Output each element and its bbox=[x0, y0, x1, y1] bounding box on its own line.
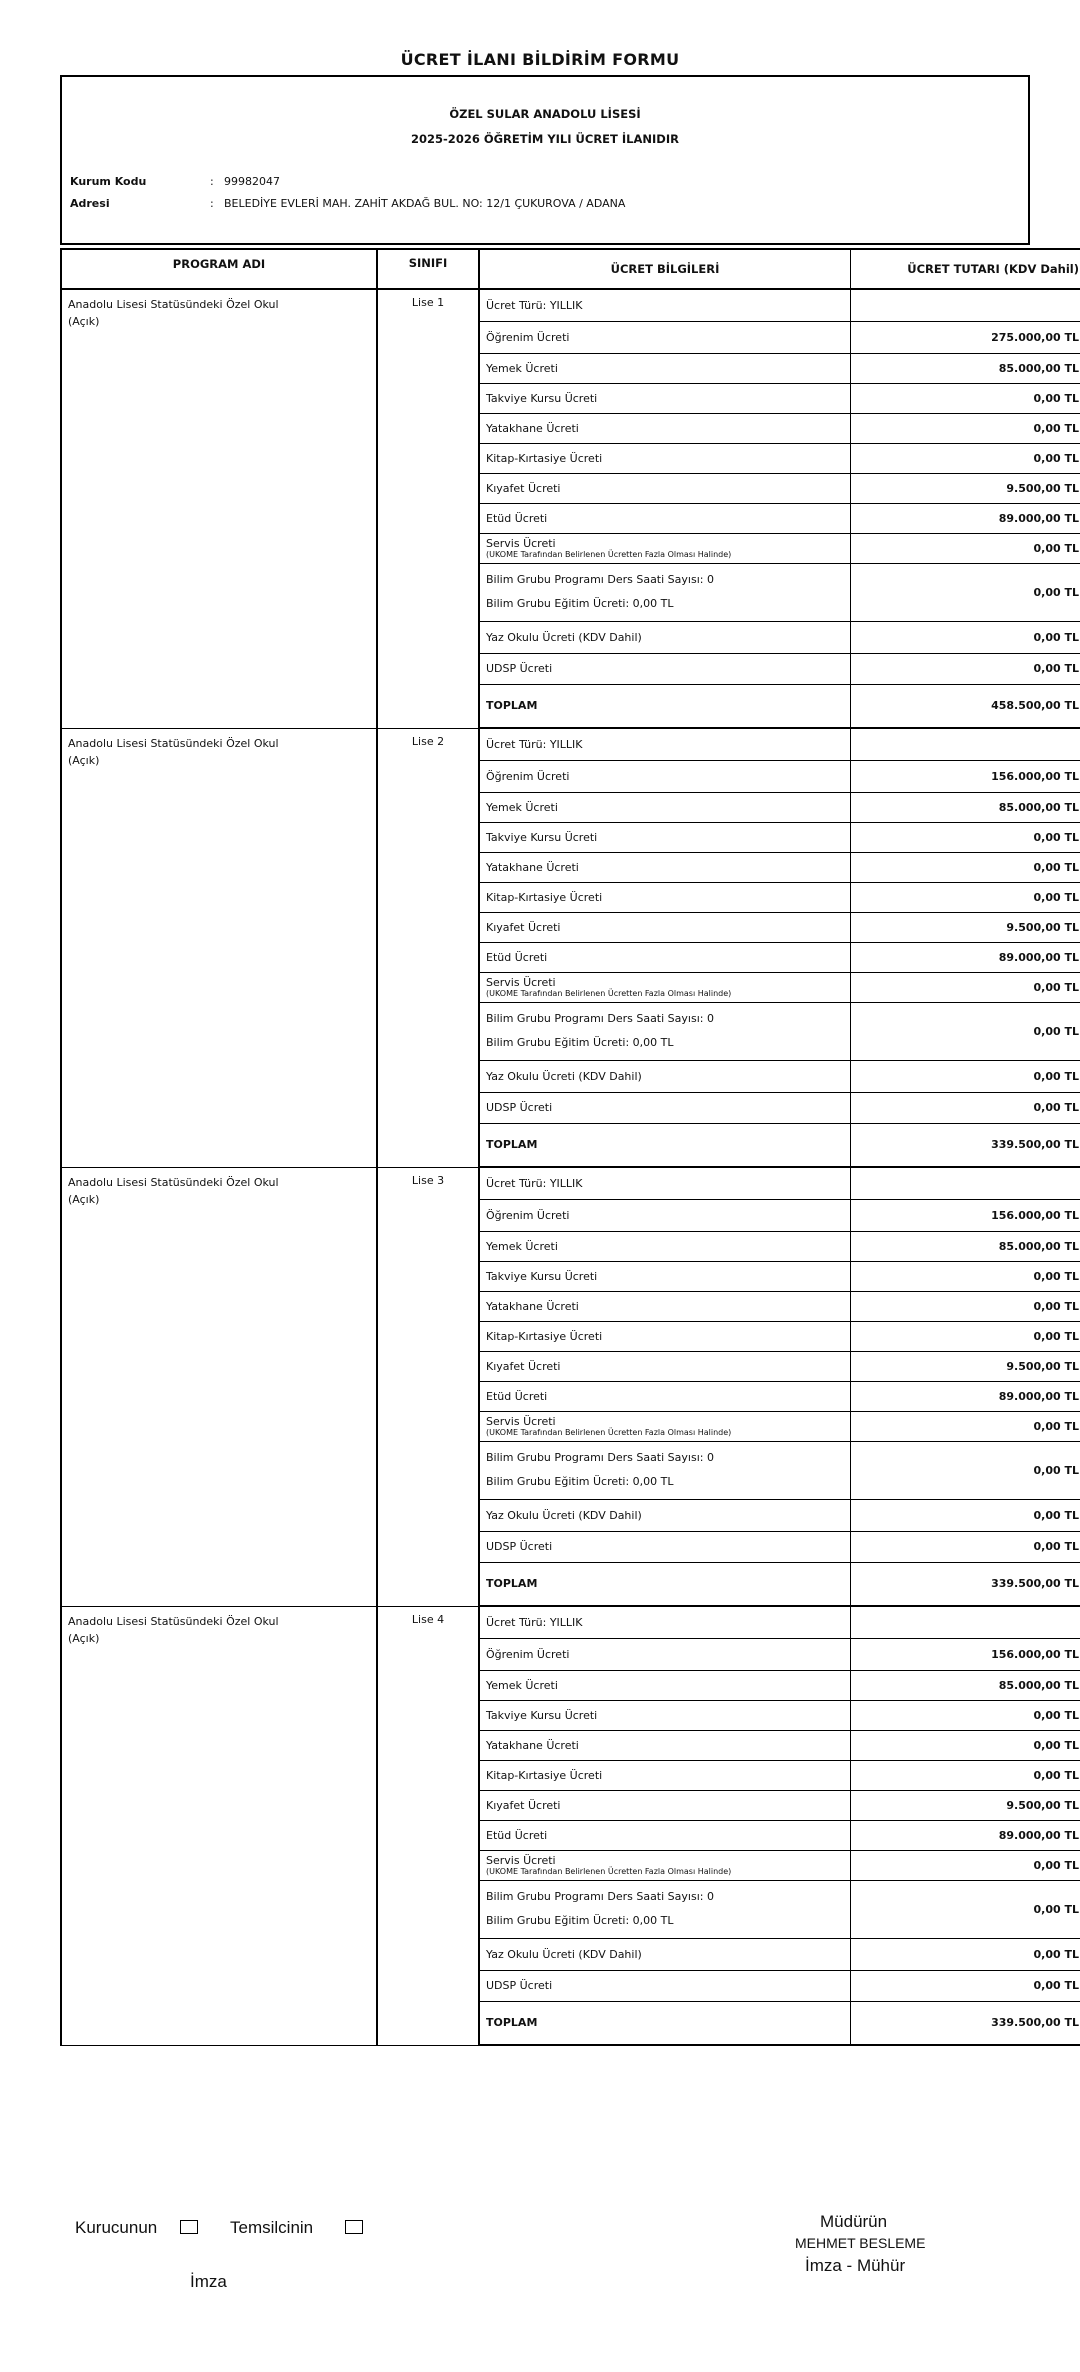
udsp-cell: UDSP Ücreti bbox=[479, 1092, 851, 1123]
fee-label-cell: Yatakhane Ücreti bbox=[479, 413, 851, 443]
fee-label-cell: Yemek Ücreti bbox=[479, 1670, 851, 1700]
fee-amount-cell: 0,00 TL bbox=[851, 413, 1080, 443]
science-hours: Bilim Grubu Programı Ders Saati Sayısı: 0 bbox=[486, 573, 714, 586]
total-amount: 339.500,00 TL bbox=[851, 1562, 1080, 1606]
fee-amount-cell: 85.000,00 TL bbox=[851, 1231, 1080, 1261]
total-amount: 339.500,00 TL bbox=[851, 2001, 1080, 2045]
form-title: ÜCRET İLANI BİLDİRİM FORMU bbox=[400, 50, 680, 69]
fee-label-cell: Kitap-Kırtasiye Ücreti bbox=[479, 882, 851, 912]
fee-label-cell: Takviye Kursu Ücreti bbox=[479, 1700, 851, 1730]
fee-amount-cell: 0,00 TL bbox=[851, 533, 1080, 563]
fee-label-cell: Yemek Ücreti bbox=[479, 1231, 851, 1261]
fee-label-cell: Yatakhane Ücreti bbox=[479, 1291, 851, 1321]
fee-amount-cell: 0,00 TL bbox=[851, 1291, 1080, 1321]
fee-label-cell: Öğrenim Ücreti bbox=[479, 1199, 851, 1231]
fee-label-cell: Kitap-Kırtasiye Ücreti bbox=[479, 1321, 851, 1351]
signature-footer bbox=[0, 2200, 1080, 2350]
service-fee-label: Servis Ücreti bbox=[486, 1414, 556, 1428]
fee-amount-cell: 0,00 TL bbox=[851, 1092, 1080, 1123]
service-fee-cell bbox=[479, 533, 851, 563]
program-note: (Açık) bbox=[68, 1192, 100, 1206]
program-cell bbox=[61, 728, 377, 1167]
representative-label: Temsilcinin bbox=[230, 2218, 314, 2237]
fee-amount-cell: 0,00 TL bbox=[851, 1760, 1080, 1790]
udsp-cell: UDSP Ücreti bbox=[479, 1970, 851, 2001]
fee-amount-cell: 0,00 TL bbox=[851, 563, 1080, 621]
fee-amount-cell: 275.000,00 TL bbox=[851, 321, 1080, 353]
fee-amount-cell bbox=[851, 1167, 1080, 1199]
fee-amount-cell: 156.000,00 TL bbox=[851, 1199, 1080, 1231]
program-cell bbox=[61, 1606, 377, 2045]
fee-amount-cell: 0,00 TL bbox=[851, 1970, 1080, 2001]
program-note: (Açık) bbox=[68, 753, 100, 767]
fee-amount-cell: 85.000,00 TL bbox=[851, 353, 1080, 383]
header-program: PROGRAM ADI bbox=[61, 249, 377, 289]
service-fee-note: (UKOME Tarafından Belirlenen Ücretten Fazla Olması Halinde) bbox=[486, 1866, 732, 1876]
service-fee-note: (UKOME Tarafından Belirlenen Ücretten Fazla Olması Halinde) bbox=[486, 549, 732, 559]
fee-table bbox=[60, 248, 1080, 2046]
program-cell bbox=[61, 289, 377, 728]
founder-label: Kurucunun bbox=[75, 2218, 158, 2237]
fee-amount-cell: 0,00 TL bbox=[851, 1499, 1080, 1531]
summer-school-cell: Yaz Okulu Ücreti (KDV Dahil) bbox=[479, 1499, 851, 1531]
fee-amount-cell: 89.000,00 TL bbox=[851, 942, 1080, 972]
program-name: Anadolu Lisesi Statüsündeki Özel Okul bbox=[68, 1614, 279, 1628]
fee-label-cell: Kıyafet Ücreti bbox=[479, 1351, 851, 1381]
science-fee: Bilim Grubu Eğitim Ücreti: 0,00 TL bbox=[486, 597, 674, 610]
fee-amount-cell: 9.500,00 TL bbox=[851, 473, 1080, 503]
institution-code-label: Kurum Kodu bbox=[70, 175, 147, 188]
fee-amount-cell: 0,00 TL bbox=[851, 1002, 1080, 1060]
fee-label-cell: Kitap-Kırtasiye Ücreti bbox=[479, 443, 851, 473]
fee-label-cell: Kıyafet Ücreti bbox=[479, 912, 851, 942]
fee-amount-cell: 156.000,00 TL bbox=[851, 760, 1080, 792]
fee-label-cell: Takviye Kursu Ücreti bbox=[479, 1261, 851, 1291]
fee-amount-cell: 0,00 TL bbox=[851, 1060, 1080, 1092]
institution-code-value: 99982047 bbox=[224, 175, 280, 188]
science-fee: Bilim Grubu Eğitim Ücreti: 0,00 TL bbox=[486, 1914, 674, 1927]
science-program-cell bbox=[479, 1441, 851, 1499]
fee-amount-cell bbox=[851, 728, 1080, 760]
fee-amount-cell: 0,00 TL bbox=[851, 882, 1080, 912]
institution-code-row bbox=[70, 175, 280, 188]
fee-type-cell: Ücret Türü: YILLIK bbox=[479, 728, 851, 760]
fee-amount-cell: 0,00 TL bbox=[851, 621, 1080, 653]
total-label: TOPLAM bbox=[479, 1123, 851, 1167]
science-fee: Bilim Grubu Eğitim Ücreti: 0,00 TL bbox=[486, 1036, 674, 1049]
fee-amount-cell: 0,00 TL bbox=[851, 383, 1080, 413]
service-fee-cell bbox=[479, 972, 851, 1002]
address-label: Adresi bbox=[70, 197, 110, 210]
program-cell bbox=[61, 1167, 377, 1606]
fee-label-cell: Kıyafet Ücreti bbox=[479, 1790, 851, 1820]
service-fee-cell bbox=[479, 1411, 851, 1441]
year-line: 2025-2026 ÖĞRETİM YILI ÜCRET İLANIDIR bbox=[411, 132, 679, 146]
table-row bbox=[61, 1167, 1080, 1199]
representative-checkbox[interactable] bbox=[345, 2220, 363, 2234]
fee-amount-cell: 89.000,00 TL bbox=[851, 503, 1080, 533]
table-row bbox=[61, 289, 1080, 321]
fee-amount-cell: 0,00 TL bbox=[851, 822, 1080, 852]
fee-label-cell: Yatakhane Ücreti bbox=[479, 1730, 851, 1760]
science-hours: Bilim Grubu Programı Ders Saati Sayısı: 0 bbox=[486, 1012, 714, 1025]
fee-amount-cell: 0,00 TL bbox=[851, 1411, 1080, 1441]
table-row bbox=[61, 728, 1080, 760]
fee-amount-cell: 0,00 TL bbox=[851, 1441, 1080, 1499]
fee-type-cell: Ücret Türü: YILLIK bbox=[479, 1606, 851, 1638]
header-fee-amount: ÜCRET TUTARI (KDV Dahil) bbox=[851, 249, 1080, 289]
service-fee-note: (UKOME Tarafından Belirlenen Ücretten Fazla Olması Halinde) bbox=[486, 988, 732, 998]
fee-amount-cell: 0,00 TL bbox=[851, 1261, 1080, 1291]
total-label: TOPLAM bbox=[479, 684, 851, 728]
service-fee-label: Servis Ücreti bbox=[486, 536, 556, 550]
address-row bbox=[70, 197, 625, 210]
fee-amount-cell: 85.000,00 TL bbox=[851, 792, 1080, 822]
table-header-row bbox=[61, 249, 1080, 289]
fee-label-cell: Öğrenim Ücreti bbox=[479, 760, 851, 792]
total-label: TOPLAM bbox=[479, 2001, 851, 2045]
science-program-cell bbox=[479, 1880, 851, 1938]
program-name: Anadolu Lisesi Statüsündeki Özel Okul bbox=[68, 298, 279, 311]
fee-label-cell: Takviye Kursu Ücreti bbox=[479, 822, 851, 852]
fee-label-cell: Takviye Kursu Ücreti bbox=[479, 383, 851, 413]
fee-amount-cell: 0,00 TL bbox=[851, 972, 1080, 1002]
udsp-cell: UDSP Ücreti bbox=[479, 653, 851, 684]
program-note: (Açık) bbox=[68, 315, 100, 328]
fee-amount-cell: 9.500,00 TL bbox=[851, 912, 1080, 942]
total-label: TOPLAM bbox=[479, 1562, 851, 1606]
fee-label-cell: Kitap-Kırtasiye Ücreti bbox=[479, 1760, 851, 1790]
total-amount: 458.500,00 TL bbox=[851, 684, 1080, 728]
science-hours: Bilim Grubu Programı Ders Saati Sayısı: 0 bbox=[486, 1890, 714, 1903]
summer-school-cell: Yaz Okulu Ücreti (KDV Dahil) bbox=[479, 1938, 851, 1970]
class-cell: Lise 2 bbox=[377, 728, 479, 1167]
fee-amount-cell: 0,00 TL bbox=[851, 443, 1080, 473]
summer-school-cell: Yaz Okulu Ücreti (KDV Dahil) bbox=[479, 621, 851, 653]
table-row bbox=[61, 1606, 1080, 1638]
fee-amount-cell: 0,00 TL bbox=[851, 1700, 1080, 1730]
service-fee-cell bbox=[479, 1850, 851, 1880]
fee-amount-cell: 0,00 TL bbox=[851, 1880, 1080, 1938]
fee-amount-cell: 89.000,00 TL bbox=[851, 1381, 1080, 1411]
fee-label-cell: Etüd Ücreti bbox=[479, 1820, 851, 1850]
program-name: Anadolu Lisesi Statüsündeki Özel Okul bbox=[68, 736, 279, 750]
principal-label: Müdürün bbox=[820, 2212, 888, 2231]
school-info-box bbox=[60, 75, 1030, 245]
address-value: BELEDİYE EVLERİ MAH. ZAHİT AKDAĞ BUL. NO: 12/1 ÇUKUROVA / ADANA bbox=[224, 197, 626, 210]
service-fee-note: (UKOME Tarafından Belirlenen Ücretten Fazla Olması Halinde) bbox=[486, 1427, 732, 1437]
science-program-cell bbox=[479, 563, 851, 621]
summer-school-cell: Yaz Okulu Ücreti (KDV Dahil) bbox=[479, 1060, 851, 1092]
fee-label-cell: Öğrenim Ücreti bbox=[479, 1638, 851, 1670]
signature-stamp-label: İmza - Mühür bbox=[805, 2256, 906, 2275]
fee-label-cell: Öğrenim Ücreti bbox=[479, 321, 851, 353]
science-program-cell bbox=[479, 1002, 851, 1060]
fee-label-cell: Etüd Ücreti bbox=[479, 503, 851, 533]
fee-amount-cell: 0,00 TL bbox=[851, 1938, 1080, 1970]
school-name: ÖZEL SULAR ANADOLU LİSESİ bbox=[449, 107, 641, 121]
class-cell: Lise 3 bbox=[377, 1167, 479, 1606]
fee-amount-cell: 89.000,00 TL bbox=[851, 1820, 1080, 1850]
science-hours: Bilim Grubu Programı Ders Saati Sayısı: 0 bbox=[486, 1451, 714, 1464]
fee-label-cell: Yatakhane Ücreti bbox=[479, 852, 851, 882]
fee-amount-cell: 9.500,00 TL bbox=[851, 1351, 1080, 1381]
fee-label-cell: Yemek Ücreti bbox=[479, 353, 851, 383]
fee-amount-cell: 85.000,00 TL bbox=[851, 1670, 1080, 1700]
fee-amount-cell: 9.500,00 TL bbox=[851, 1790, 1080, 1820]
class-cell: Lise 1 bbox=[377, 289, 479, 728]
fee-type-cell: Ücret Türü: YILLIK bbox=[479, 289, 851, 321]
science-fee: Bilim Grubu Eğitim Ücreti: 0,00 TL bbox=[486, 1475, 674, 1488]
fee-label-cell: Yemek Ücreti bbox=[479, 792, 851, 822]
signature-label: İmza bbox=[190, 2272, 227, 2291]
class-cell: Lise 4 bbox=[377, 1606, 479, 2045]
principal-name: MEHMET BESLEME bbox=[795, 2235, 926, 2251]
fee-amount-cell: 0,00 TL bbox=[851, 653, 1080, 684]
fee-amount-cell bbox=[851, 1606, 1080, 1638]
fee-amount-cell: 156.000,00 TL bbox=[851, 1638, 1080, 1670]
fee-label-cell: Etüd Ücreti bbox=[479, 942, 851, 972]
program-name: Anadolu Lisesi Statüsündeki Özel Okul bbox=[68, 1175, 279, 1189]
fee-amount-cell: 0,00 TL bbox=[851, 1321, 1080, 1351]
header-fee-info: ÜCRET BİLGİLERİ bbox=[479, 249, 851, 289]
fee-label-cell: Etüd Ücreti bbox=[479, 1381, 851, 1411]
colon: : bbox=[210, 175, 214, 188]
fee-amount-cell: 0,00 TL bbox=[851, 1531, 1080, 1562]
fee-label-cell: Kıyafet Ücreti bbox=[479, 473, 851, 503]
founder-checkbox[interactable] bbox=[180, 2220, 198, 2234]
udsp-cell: UDSP Ücreti bbox=[479, 1531, 851, 1562]
program-note: (Açık) bbox=[68, 1631, 100, 1645]
header-class: SINIFI bbox=[377, 249, 479, 289]
fee-type-cell: Ücret Türü: YILLIK bbox=[479, 1167, 851, 1199]
total-amount: 339.500,00 TL bbox=[851, 1123, 1080, 1167]
fee-amount-cell: 0,00 TL bbox=[851, 852, 1080, 882]
fee-amount-cell: 0,00 TL bbox=[851, 1730, 1080, 1760]
fee-amount-cell: 0,00 TL bbox=[851, 1850, 1080, 1880]
fee-amount-cell bbox=[851, 289, 1080, 321]
service-fee-label: Servis Ücreti bbox=[486, 975, 556, 989]
service-fee-label: Servis Ücreti bbox=[486, 1853, 556, 1867]
colon: : bbox=[210, 197, 214, 210]
